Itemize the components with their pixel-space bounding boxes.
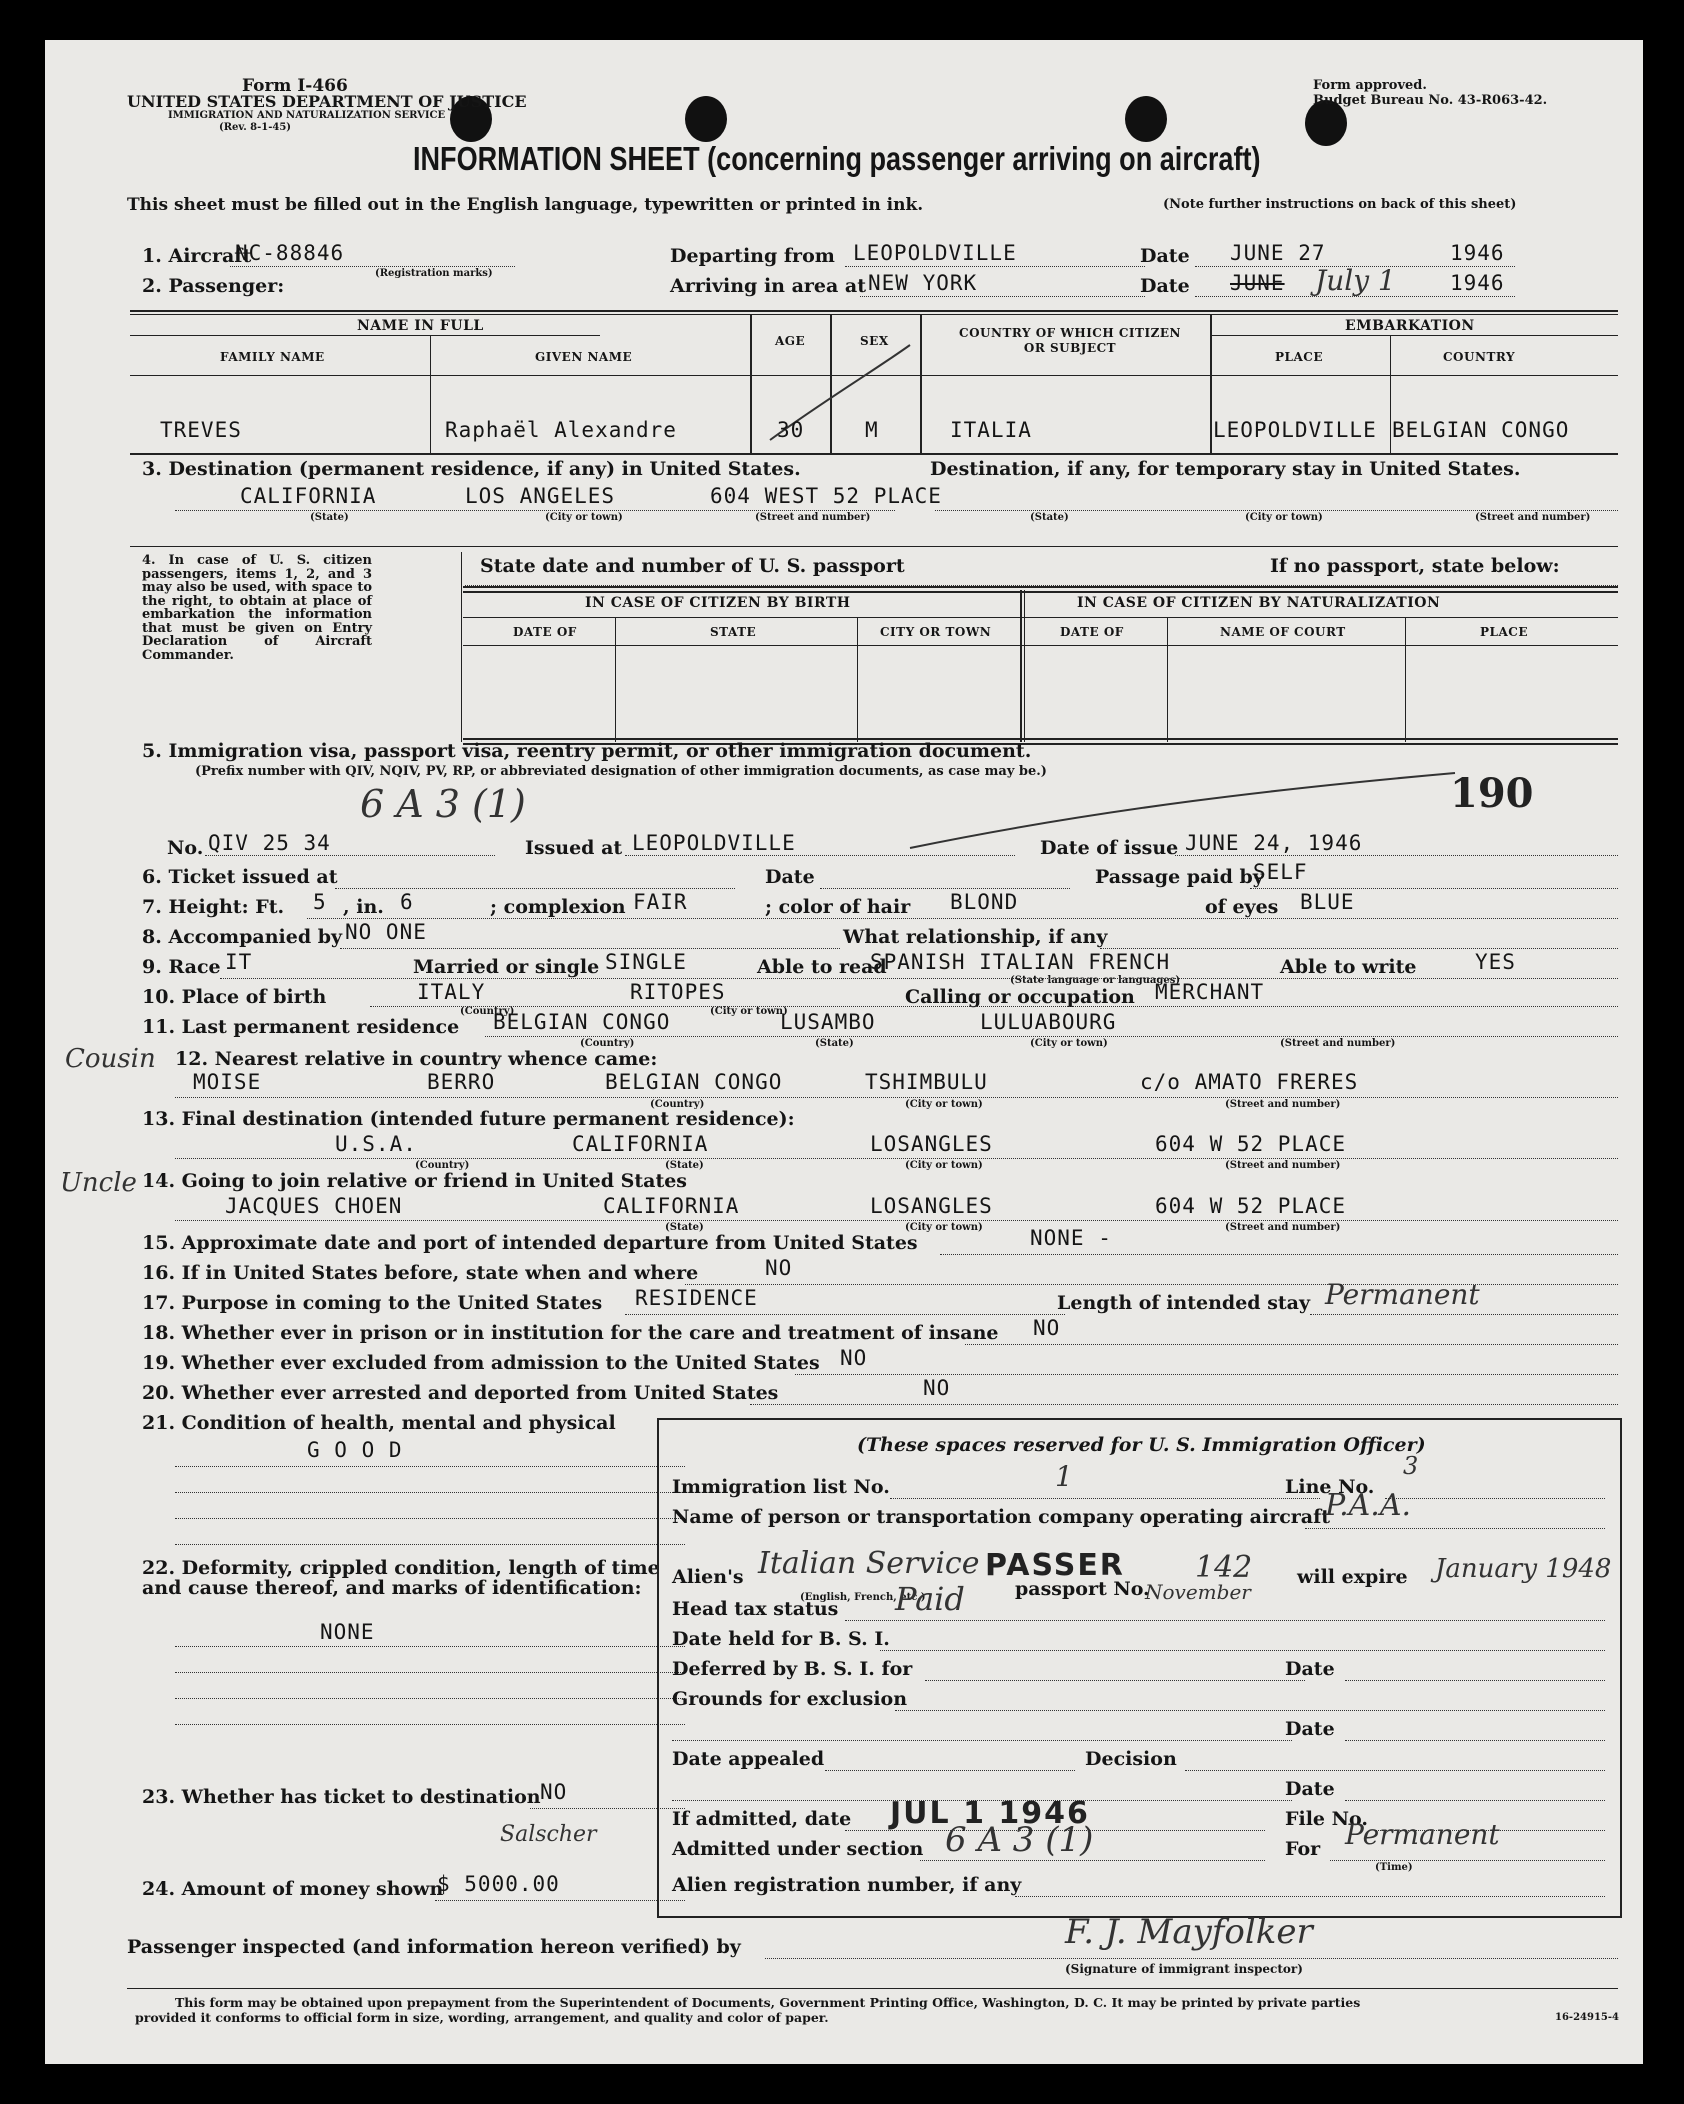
city-caption-6: (City or town)	[905, 1160, 983, 1171]
occupation-label: Calling or occupation	[905, 986, 1135, 1008]
join-relation-handwritten: Uncle	[60, 1168, 137, 1198]
file-no-label: File No.	[1285, 1808, 1368, 1830]
passage-paid-label: Passage paid by	[1095, 866, 1264, 888]
visa-label: 5. Immigration visa, passport visa, reentry permit, or other immigration document.	[142, 740, 1032, 762]
bsi-held-label: Date held for B. S. I.	[672, 1628, 890, 1650]
destination-city: LOS ANGELES	[465, 484, 616, 508]
departing-label: Departing from	[670, 245, 835, 267]
previous-visit-label: 16. If in United States before, state when and where	[142, 1262, 699, 1284]
registration-number-label: Alien registration number, if any	[672, 1874, 1022, 1896]
information-sheet	[45, 40, 1643, 2064]
nearest-relative-city: TSHIMBULU	[865, 1070, 988, 1094]
sex-value: M	[865, 418, 879, 442]
destination-street: 604 WEST 52 PLACE	[710, 484, 942, 508]
city-caption-5: (City or town)	[905, 1099, 983, 1110]
previous-visit-value: NO	[765, 1256, 793, 1280]
height-label: 7. Height: Ft.	[142, 896, 285, 918]
excluded-label: 19. Whether ever excluded from admission to the United States	[142, 1352, 820, 1374]
complexion-label: ; complexion	[490, 896, 626, 918]
officer-reserved-header: (These spaces reserved for U. S. Immigration Officer)	[857, 1434, 1426, 1456]
age-header: AGE	[775, 334, 806, 348]
street-caption-6: (Street and number)	[1225, 1222, 1341, 1233]
money-label: 24. Amount of money shown	[142, 1878, 444, 1900]
hair-value: BLOND	[950, 890, 1019, 914]
form-number: Form I-466	[242, 76, 348, 96]
join-street: 604 W 52 PLACE	[1155, 1194, 1347, 1218]
join-city: LOSANGLES	[870, 1194, 993, 1218]
revision: (Rev. 8-1-45)	[219, 122, 292, 133]
state-caption: (State)	[310, 512, 349, 523]
city-caption-4: (City or town)	[1030, 1038, 1108, 1049]
last-residence-label: 11. Last permanent residence	[142, 1016, 460, 1038]
prison-value: NO	[1033, 1316, 1061, 1340]
nearest-relative-name: MOISE	[193, 1070, 262, 1094]
health-label: 21. Condition of health, mental and physical	[142, 1412, 616, 1434]
citizen-of-value: ITALIA	[950, 418, 1032, 442]
ticket-destination-value: NO	[540, 1780, 568, 1804]
passenger-label: 2. Passenger:	[142, 275, 285, 297]
passport-no-label: passport No.	[1015, 1578, 1150, 1600]
instruction-left: This sheet must be filled out in the English language, typewritten or printed in ink.	[127, 195, 924, 215]
stay-length-handwritten: Permanent	[1325, 1278, 1480, 1311]
state-caption-3: (State)	[815, 1038, 854, 1049]
fine-print-2: provided it conforms to official form in size, wording, arrangement, and quality and color of paper.	[135, 2010, 829, 2025]
passage-paid-value: SELF	[1253, 860, 1308, 884]
passport-no-value: 142	[1195, 1550, 1253, 1585]
registration-caption: (Registration marks)	[375, 268, 493, 279]
aircraft-value: NC-88846	[235, 241, 345, 265]
final-state: CALIFORNIA	[572, 1132, 709, 1156]
final-street: 604 W 52 PLACE	[1155, 1132, 1347, 1156]
immigration-list-label: Immigration list No.	[672, 1476, 890, 1498]
write-value: YES	[1475, 950, 1516, 974]
arrival-date-struck: JUNE	[1230, 271, 1285, 295]
nearest-relation-handwritten: Cousin	[65, 1044, 156, 1074]
street-caption-5: (Street and number)	[1225, 1160, 1341, 1171]
departing-value: LEOPOLDVILLE	[853, 241, 1017, 265]
issued-at-label: Issued at	[525, 837, 623, 859]
line-no-label: Line No.	[1285, 1476, 1375, 1498]
married-value: SINGLE	[605, 950, 687, 974]
city-caption: (City or town)	[545, 512, 623, 523]
date-of-issue-value: JUNE 24, 1946	[1185, 831, 1363, 855]
line-no-value: 3	[1403, 1452, 1419, 1480]
by-naturalization-header: IN CASE OF CITIZEN BY NATURALIZATION	[1077, 595, 1441, 611]
relationship-label: What relationship, if any	[843, 926, 1108, 948]
given-name-header: GIVEN NAME	[535, 350, 633, 364]
state-caption-5: (State)	[665, 1222, 704, 1233]
admitted-section-label: Admitted under section	[672, 1838, 924, 1860]
accompanied-label: 8. Accompanied by	[142, 926, 343, 948]
ticket-date-label: Date	[765, 866, 815, 888]
city-caption-3: (City or town)	[710, 1006, 788, 1017]
purpose-label: 17. Purpose in coming to the United States	[142, 1292, 603, 1314]
last-residence-country: BELGIAN CONGO	[493, 1010, 671, 1034]
embark-country-value: BELGIAN CONGO	[1392, 418, 1570, 442]
instruction-right: (Note further instructions on back of this sheet)	[1163, 197, 1517, 212]
nearest-relative-country: BELGIAN CONGO	[605, 1070, 783, 1094]
deported-value: NO	[923, 1376, 951, 1400]
aircraft-label: 1. Aircraft	[142, 245, 252, 267]
inches-label: , in.	[343, 896, 384, 918]
head-tax-handwritten: Paid	[895, 1580, 965, 1618]
city-or-town-header: CITY OR TOWN	[880, 625, 992, 639]
alien-label: Alien's	[672, 1566, 744, 1588]
height-inches: 6	[400, 890, 414, 914]
expire-handwritten: January 1948	[1435, 1554, 1612, 1584]
embarkation-header: EMBARKATION	[1345, 318, 1475, 334]
country-caption-2: (Country)	[580, 1038, 635, 1049]
city-caption-2: (City or town)	[1245, 512, 1323, 523]
departure-label: 15. Approximate date and port of intended departure from United States	[142, 1232, 918, 1254]
excluded-value: NO	[840, 1346, 868, 1370]
country-caption: (Country)	[460, 1006, 515, 1017]
deferred-label: Deferred by B. S. I. for	[672, 1658, 913, 1680]
embark-place-header: PLACE	[1275, 350, 1323, 364]
family-name-value: TREVES	[160, 418, 242, 442]
name-in-full-header: NAME IN FULL	[357, 318, 484, 334]
appealed-label: Date appealed	[672, 1748, 825, 1770]
temporary-destination-label: Destination, if any, for temporary stay in United States.	[930, 458, 1521, 480]
issued-at-value: LEOPOLDVILLE	[632, 831, 796, 855]
street-caption: (Street and number)	[755, 512, 871, 523]
arriving-value: NEW YORK	[868, 271, 978, 295]
visa-no-label: No.	[167, 837, 204, 859]
last-residence-state: LUSAMBO	[780, 1010, 876, 1034]
street-caption-2: (Street and number)	[1475, 512, 1591, 523]
arriving-label: Arriving in area at	[670, 275, 867, 297]
stay-length-label: Length of intended stay	[1057, 1292, 1311, 1314]
page-title: INFORMATION SHEET (concerning passenger arriving on aircraft)	[413, 140, 1261, 177]
birth-country-value: ITALY	[417, 980, 486, 1004]
ticket-label: 6. Ticket issued at	[142, 866, 338, 888]
department: UNITED STATES DEPARTMENT OF JUSTICE	[127, 92, 527, 111]
race-label: 9. Race	[142, 956, 221, 978]
signature-caption: (Signature of immigrant inspector)	[1065, 1962, 1303, 1976]
date-of-header: DATE OF	[513, 625, 577, 639]
ticket-destination-label: 23. Whether has ticket to destination	[142, 1786, 541, 1808]
punch-hole	[1125, 96, 1167, 142]
deformity-value: NONE	[320, 1620, 375, 1644]
arrival-date-handwritten: July 1	[1315, 264, 1396, 297]
embark-place-value: LEOPOLDVILLE	[1213, 418, 1377, 442]
punch-hole	[685, 96, 727, 142]
fine-print-1: This form may be obtained upon prepayment from the Superintendent of Documents, Government Printing Office, Washington, D. C. It may be printed by private parties	[175, 1995, 1361, 2010]
nearest-relative-street: c/o AMATO FRERES	[1140, 1070, 1359, 1094]
city-caption-7: (City or town)	[905, 1222, 983, 1233]
street-caption-3: (Street and number)	[1280, 1038, 1396, 1049]
street-caption-4: (Street and number)	[1225, 1099, 1341, 1110]
deferred-date-label: Date	[1285, 1658, 1335, 1680]
final-country: U.S.A.	[335, 1132, 417, 1156]
health-value: G O O D	[307, 1438, 403, 1462]
alien-stamp: PASSER	[985, 1548, 1125, 1583]
for-label: For	[1285, 1838, 1321, 1860]
birth-city-value: RITOPES	[630, 980, 726, 1004]
write-label: Able to write	[1280, 956, 1417, 978]
inspector-signature: F. J. Mayfolker	[1065, 1912, 1313, 1952]
departure-date: JUNE 27	[1230, 241, 1326, 265]
initials-handwritten: Salscher	[500, 1822, 597, 1847]
visa-code-handwritten: 6 A 3 (1)	[360, 782, 526, 826]
time-caption: (Time)	[1375, 1862, 1413, 1873]
visa-number-handwritten: 190	[1450, 770, 1534, 817]
admitted-section-handwritten: 6 A 3 (1)	[945, 1820, 1094, 1860]
name-of-court-header: NAME OF COURT	[1220, 625, 1346, 639]
sex-header: SEX	[860, 334, 889, 348]
married-label: Married or single	[413, 956, 600, 978]
prison-label: 18. Whether ever in prison or in institution for the care and treatment of insane	[142, 1322, 999, 1344]
nearest-relative-label: 12. Nearest relative in country whence came:	[175, 1048, 658, 1070]
hair-label: ; color of hair	[765, 896, 911, 918]
state-caption-2: (State)	[1030, 512, 1069, 523]
state-caption-4: (State)	[665, 1160, 704, 1171]
alien-nationality-handwritten: Italian Service	[758, 1546, 980, 1581]
printing-code: 16-24915-4	[1555, 2012, 1619, 2023]
deported-label: 20. Whether ever arrested and deported from United States	[142, 1382, 779, 1404]
by-birth-header: IN CASE OF CITIZEN BY BIRTH	[585, 595, 851, 611]
service: IMMIGRATION AND NATURALIZATION SERVICE	[168, 110, 446, 121]
accompanied-value: NO ONE	[345, 920, 427, 944]
age-value: 30	[777, 418, 805, 442]
will-expire-label: will expire	[1297, 1566, 1408, 1588]
inspected-by-label: Passenger inspected (and information hereon verified) by	[127, 1936, 741, 1958]
embark-country-header: COUNTRY	[1443, 350, 1516, 364]
occupation-value: MERCHANT	[1155, 980, 1265, 1004]
decision-label: Decision	[1085, 1748, 1177, 1770]
read-label: Able to read	[757, 956, 887, 978]
eyes-label: of eyes	[1205, 896, 1279, 918]
date-label: Date	[1140, 245, 1190, 267]
country-caption-3: (Country)	[650, 1099, 705, 1110]
nearest-relative-surname: BERRO	[427, 1070, 496, 1094]
exclusion-date-label: Date	[1285, 1718, 1335, 1740]
date-label-2: Date	[1140, 275, 1190, 297]
departure-value: NONE -	[1030, 1226, 1112, 1250]
birthplace-label: 10. Place of birth	[142, 986, 327, 1008]
languages-caption: (State language or languages)	[1010, 975, 1181, 986]
destination-state: CALIFORNIA	[240, 484, 377, 508]
no-passport-label: If no passport, state below:	[1270, 555, 1560, 577]
date-of-issue-label: Date of issue	[1040, 837, 1179, 859]
place-header: PLACE	[1480, 625, 1528, 639]
height-feet: 5	[313, 890, 327, 914]
money-value: $ 5000.00	[437, 1872, 560, 1896]
immigration-list-value: 1	[1055, 1460, 1073, 1493]
head-tax-label: Head tax status	[672, 1598, 839, 1620]
admitted-date-label: If admitted, date	[672, 1808, 852, 1830]
deformity-label: 22. Deformity, crippled condition, length of time and cause thereof, and marks of identification:	[142, 1557, 660, 1599]
company-label: Name of person or transportation company operating aircraft	[672, 1506, 1331, 1528]
admitted-date-stamp: JUL 1 1946	[890, 1796, 1090, 1831]
family-name-header: FAMILY NAME	[220, 350, 325, 364]
passport-month-handwritten: November	[1145, 1580, 1251, 1604]
grounds-label: Grounds for exclusion	[672, 1688, 908, 1710]
departure-year: 1946	[1450, 241, 1505, 265]
join-name: JACQUES CHOEN	[225, 1194, 403, 1218]
state-header: STATE	[710, 625, 757, 639]
budget-bureau: Budget Bureau No. 43-R063-42.	[1313, 93, 1548, 108]
for-handwritten: Permanent	[1345, 1818, 1500, 1851]
final-city: LOSANGLES	[870, 1132, 993, 1156]
destination-label: 3. Destination (permanent residence, if any) in United States.	[142, 458, 801, 480]
last-residence-city: LULUABOURG	[980, 1010, 1117, 1034]
form-approved: Form approved.	[1313, 78, 1427, 93]
arrival-year: 1946	[1450, 271, 1505, 295]
given-name-value: Raphaël Alexandre	[445, 418, 677, 442]
read-value: SPANISH ITALIAN FRENCH	[870, 950, 1171, 974]
alien-caption: (English, French, etc.)	[800, 1592, 926, 1603]
date-of-header-2: DATE OF	[1060, 625, 1124, 639]
visa-prefix-note: (Prefix number with QIV, NQIV, PV, RP, or abbreviated designation of other immigration documents, as case may be.)	[195, 764, 1047, 779]
country-citizen-header: COUNTRY OF WHICH CITIZEN OR SUBJECT	[959, 326, 1181, 355]
visa-no-value: QIV 25 34	[208, 831, 331, 855]
item-4-note: 4. In case of U. S. citizen passengers, items 1, 2, and 3 may also be used, with space to the right, to obtain at place of embarkation the information that must be given on Entry Declaration of Aircraft Commander.	[142, 553, 372, 663]
complexion-value: FAIR	[633, 890, 688, 914]
decision-date-label: Date	[1285, 1778, 1335, 1800]
race-value: IT	[225, 950, 253, 974]
eyes-value: BLUE	[1300, 890, 1355, 914]
final-destination-label: 13. Final destination (intended future permanent residence):	[142, 1108, 795, 1130]
join-label: 14. Going to join relative or friend in United States	[142, 1170, 688, 1192]
purpose-value: RESIDENCE	[635, 1286, 758, 1310]
country-caption-4: (Country)	[415, 1160, 470, 1171]
join-state: CALIFORNIA	[603, 1194, 740, 1218]
company-value: P.A.A.	[1325, 1488, 1412, 1523]
passport-label: State date and number of U. S. passport	[480, 555, 905, 577]
